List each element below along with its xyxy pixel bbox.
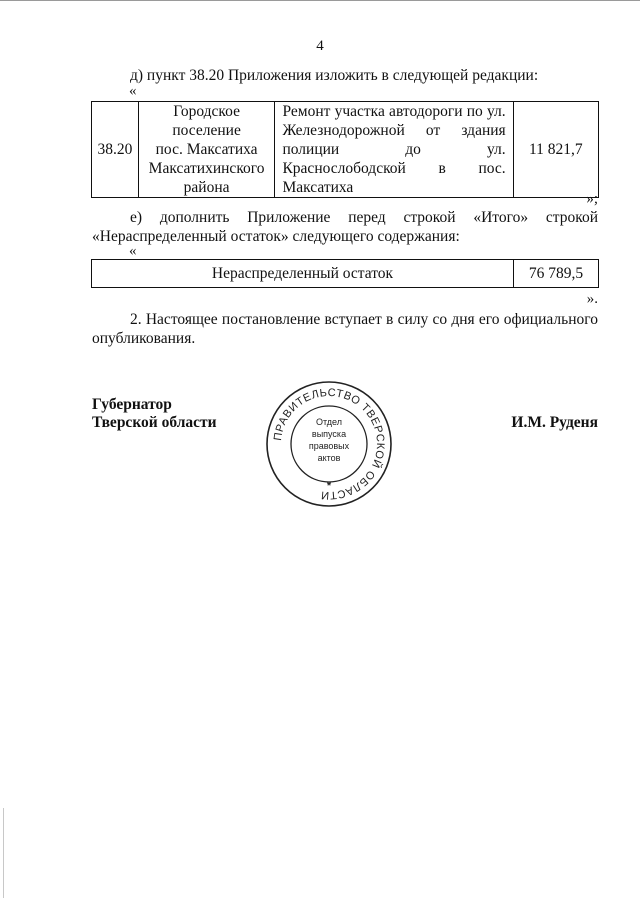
amount-cell: 76 789,5 <box>514 260 599 288</box>
item-d-table <box>91 101 599 198</box>
place-line: пос. Максатиха <box>155 141 258 158</box>
top-border-line <box>0 0 640 1</box>
signatory-name: И.М. Руденя <box>511 414 598 431</box>
item-d-intro: д) пункт 38.20 Приложения изложить в следующей редакции: <box>130 67 539 84</box>
stamp-center-line: актов <box>317 453 341 463</box>
place-line: Городское <box>173 103 240 120</box>
item-e-intro: е) дополнить Приложение перед строкой «Итого» строкой «Нераспределенный остаток» следующего содержания: <box>92 209 598 245</box>
stamp-center-line: Отдел <box>315 417 343 427</box>
stamp-ring-text: ПРАВИТЕЛЬСТВО ТВЕРСКОЙ ОБЛАСТИ <box>272 386 387 502</box>
stamp-center-line: правовых <box>308 441 350 451</box>
amount-cell: 11 821,7 <box>513 102 598 198</box>
place-line: поселение <box>172 122 241 139</box>
stamp-star-icon: * <box>326 480 332 492</box>
place-cell <box>138 102 275 198</box>
table-row <box>92 260 599 288</box>
item-e-close-quote: ». <box>586 291 598 307</box>
table-row <box>92 102 599 198</box>
clause-2-text: 2. Настоящее постановление вступает в силу со дня его официального опубликования. <box>92 311 598 347</box>
item-d-open-quote: « <box>129 83 137 99</box>
place-line: Максатихинского <box>148 160 265 177</box>
scan-edge-line <box>3 808 4 898</box>
page-number: 4 <box>316 38 324 54</box>
item-d-close-quote: »; <box>586 191 598 207</box>
official-stamp <box>262 377 396 511</box>
item-e-table <box>91 259 599 288</box>
place-line: района <box>183 179 230 196</box>
row-number-cell: 38.20 <box>92 102 139 198</box>
item-e-open-quote: « <box>129 243 137 259</box>
stamp-center-line: выпуска <box>311 429 347 439</box>
description-cell: Ремонт участка автодороги по ул. Железнодорожной от здания полиции до ул. Краснослободской в пос. Максатиха <box>275 102 513 198</box>
label-cell: Нераспределенный остаток <box>92 260 514 288</box>
signatory-position <box>92 396 217 432</box>
position-line: Губернатор <box>92 396 172 413</box>
position-line: Тверской области <box>92 414 217 431</box>
